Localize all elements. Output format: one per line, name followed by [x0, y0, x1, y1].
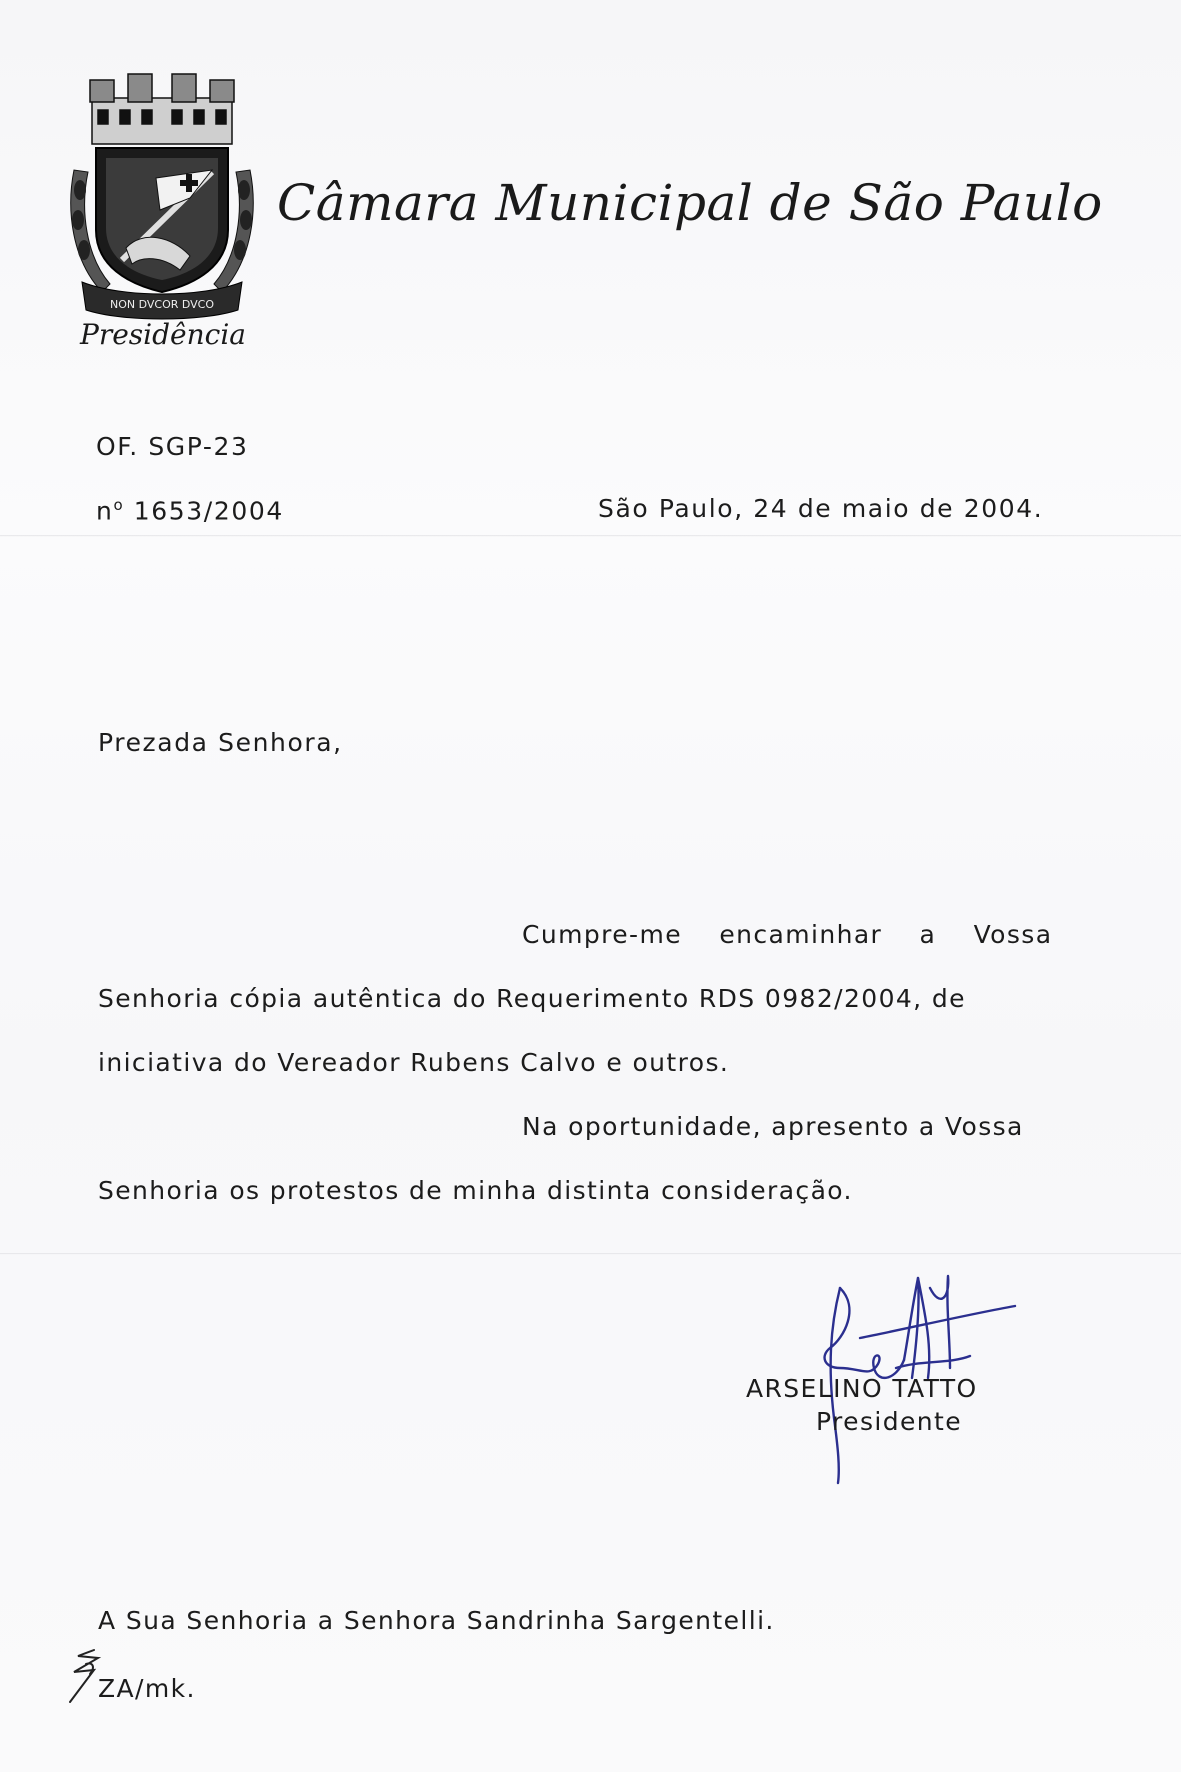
number-value: 1653/2004	[124, 496, 284, 526]
body-paragraph-1-line-3: iniciativa do Vereador Rubens Calvo e outros.	[98, 1048, 730, 1077]
signer-name: ARSELINO TATTO	[746, 1374, 978, 1403]
number-ordinal: o	[113, 496, 125, 514]
signer-title: Presidente	[816, 1407, 962, 1436]
typist-initials: ZA/mk.	[98, 1674, 196, 1703]
city-crest-icon	[62, 60, 262, 320]
body-paragraph-1-line-1: Cumpre-me encaminhar a Vossa	[522, 920, 1053, 949]
body-paragraph-2-line-2: Senhoria os protestos de minha distinta consideração.	[98, 1176, 853, 1205]
salutation: Prezada Senhora,	[98, 728, 343, 757]
body-paragraph-2-line-1: Na oportunidade, apresento a Vossa	[522, 1112, 1024, 1141]
department-name: Presidência	[80, 318, 246, 351]
place-and-date: São Paulo, 24 de maio de 2004.	[598, 494, 1044, 523]
document-number	[96, 496, 284, 525]
recipient-line: A Sua Senhoria a Senhora Sandrinha Sargentelli.	[98, 1606, 775, 1635]
office-code: OF. SGP-23	[96, 432, 249, 461]
body-paragraph-1-line-2: Senhoria cópia autêntica do Requerimento RDS 0982/2004, de	[98, 984, 966, 1013]
svg-text:NON DVCOR DVCO: NON DVCOR DVCO	[109, 298, 215, 311]
paper-fold-line	[0, 1253, 1181, 1255]
number-prefix: n	[96, 496, 114, 526]
paper-fold-line	[0, 535, 1181, 537]
institution-name: Câmara Municipal de São Paulo	[277, 174, 1103, 232]
